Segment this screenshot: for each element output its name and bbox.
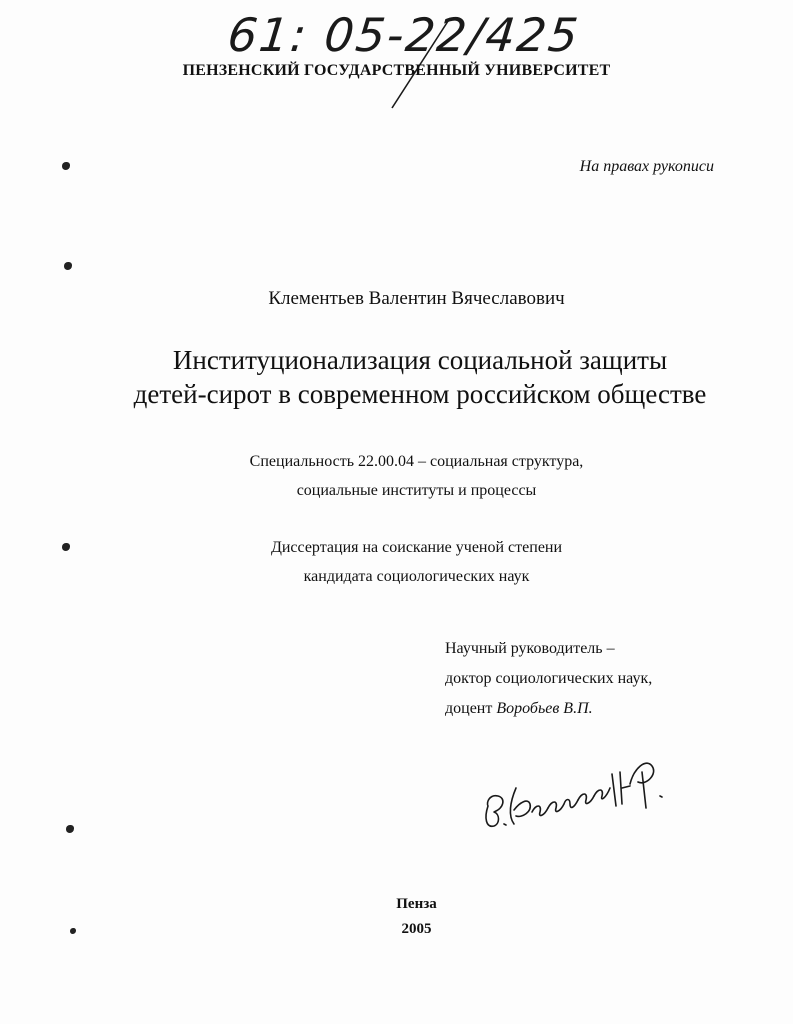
author-name: Клементьев Валентин Вячеславович xyxy=(268,288,565,309)
title-line-1: Институционализация социальной защиты xyxy=(172,345,668,375)
year: 2005 xyxy=(401,921,432,937)
supervisor-line-1: Научный руководитель – xyxy=(445,640,615,657)
specialty-line-2: социальные институты и процессы xyxy=(296,482,537,499)
title-line-2: детей-сирот в современном российском обществе xyxy=(133,379,707,409)
signature-icon xyxy=(470,728,680,838)
degree-line-2: кандидата социологических наук xyxy=(303,568,530,585)
university-name: ПЕНЗЕНСКИЙ ГОСУДАРСТВЕННЫЙ УНИВЕРСИТЕТ xyxy=(182,62,611,79)
scan-speck xyxy=(62,162,70,170)
scan-speck xyxy=(64,262,72,270)
specialty-line-1: Специальность 22.00.04 – социальная структура, xyxy=(249,453,584,470)
dissertation-title xyxy=(0,343,793,411)
city: Пенза xyxy=(396,896,437,912)
specialty xyxy=(0,447,793,505)
degree-line-1: Диссертация на соискание ученой степени xyxy=(270,539,563,556)
supervisor-line-2: доктор социологических наук, xyxy=(445,670,653,687)
degree xyxy=(0,533,793,591)
supervisor-line-3 xyxy=(445,694,652,724)
scan-speck xyxy=(66,825,74,833)
supervisor-block xyxy=(445,634,652,724)
city-year xyxy=(0,892,793,942)
supervisor-name: Воробьев В.П. xyxy=(496,700,593,717)
archive-code: 61: 05-22/425 xyxy=(225,8,583,62)
manuscript-note: На правах рукописи xyxy=(579,158,714,175)
supervisor-title: доцент xyxy=(445,700,493,717)
